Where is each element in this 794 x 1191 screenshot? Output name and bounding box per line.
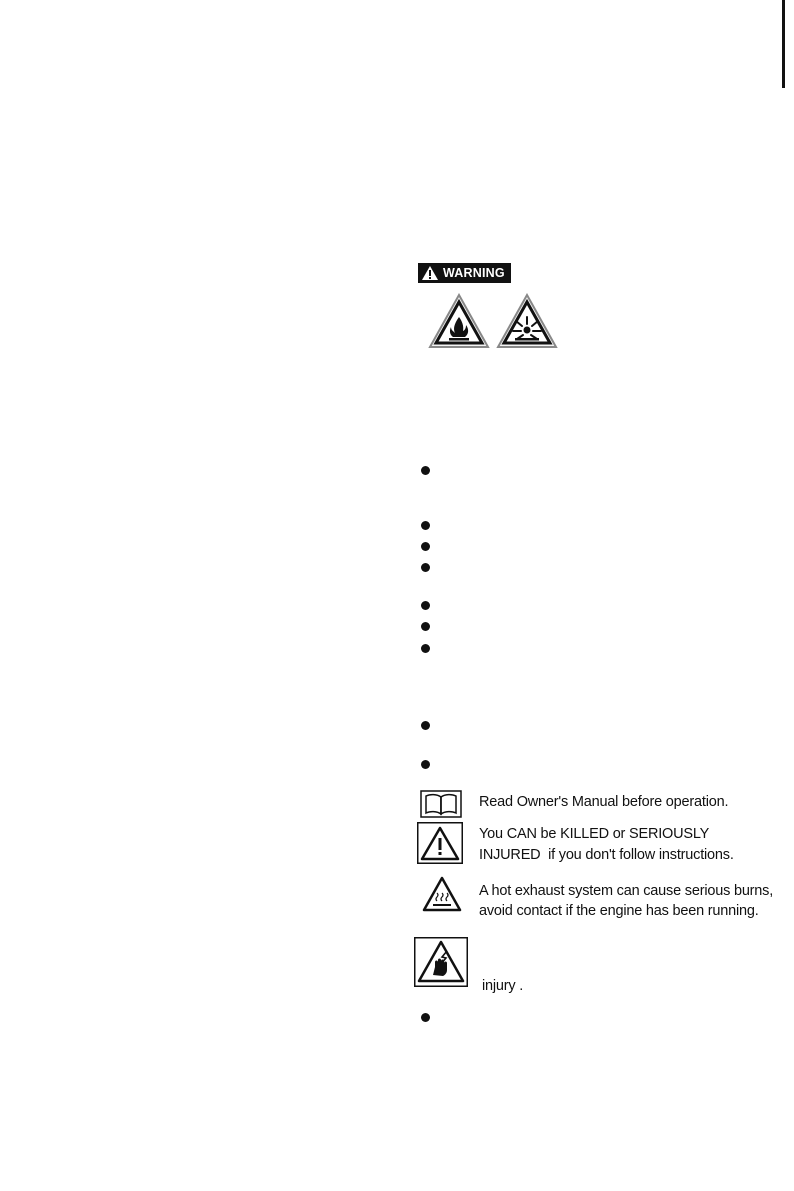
hot-surface-text-line-2: avoid contact if the engine has been running. <box>479 903 759 919</box>
bullet-marker <box>421 1013 430 1022</box>
bullet-marker <box>421 721 430 730</box>
warning-label: WARNING <box>443 265 505 280</box>
bullet-marker <box>421 521 430 530</box>
electric-shock-icon <box>414 937 468 992</box>
page-edge-rule <box>782 0 785 88</box>
flammable-icon <box>428 293 490 354</box>
bullet-marker <box>421 542 430 551</box>
bullet-marker <box>421 601 430 610</box>
alert-triangle-icon <box>421 265 439 281</box>
caution-icon <box>417 822 463 869</box>
bullet-marker <box>421 563 430 572</box>
bullet-marker <box>421 622 430 631</box>
owners-manual-icon <box>420 790 462 823</box>
bullet-marker <box>421 760 430 769</box>
caution-text-line-2: INJURED if you don't follow instructions. <box>479 847 734 863</box>
warning-badge <box>418 263 511 283</box>
hot-surface-text-line-1: A hot exhaust system can cause serious burns, <box>479 883 774 899</box>
hot-surface-icon <box>422 876 462 917</box>
owners-manual-text: Read Owner's Manual before operation. <box>479 794 729 810</box>
bullet-marker <box>421 466 430 475</box>
bullet-marker <box>421 644 430 653</box>
explosive-icon <box>496 293 558 354</box>
electric-shock-text: injury . <box>482 978 524 994</box>
caution-text-line-1: You CAN be KILLED or SERIOUSLY <box>479 826 710 842</box>
